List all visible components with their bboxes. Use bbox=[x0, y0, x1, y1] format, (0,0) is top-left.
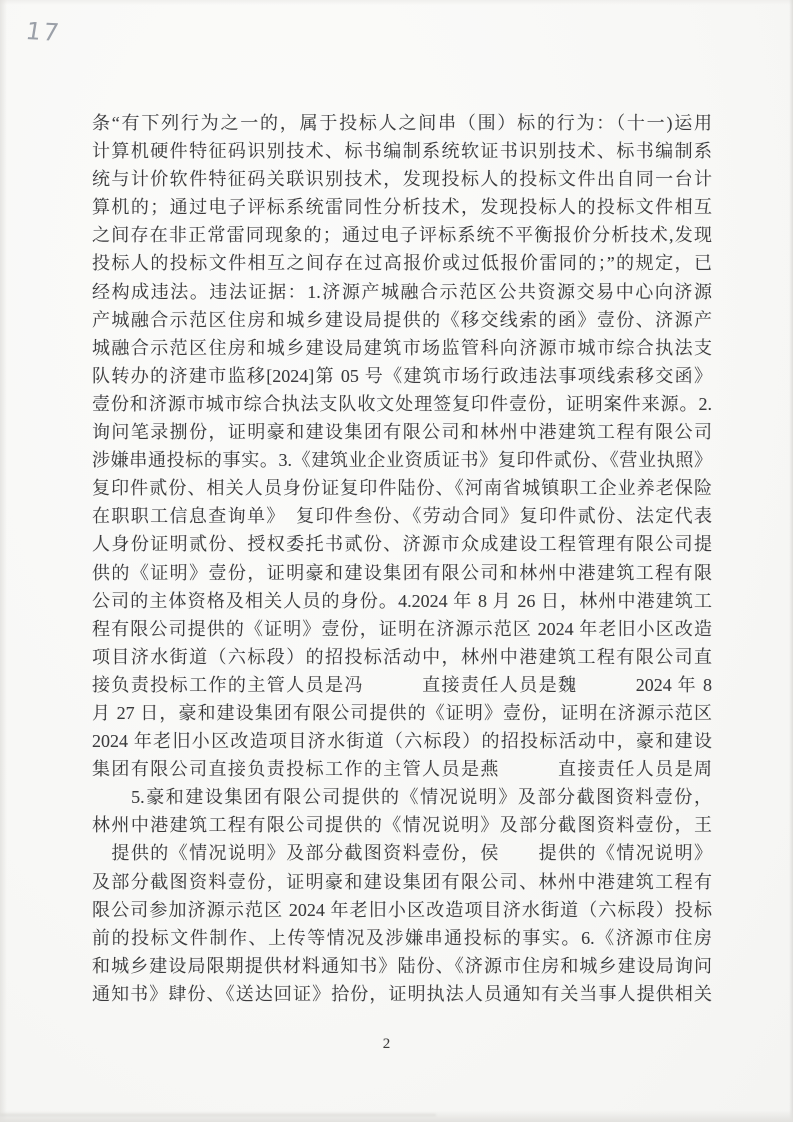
text-line: 前的投标文件制作、上传等情况及涉嫌串通投标的事实。6.《济源市住房 bbox=[92, 927, 712, 948]
text-line: 集团有限公司直接负责投标工作的主管人员是燕 直接责任人员是周 bbox=[92, 759, 712, 780]
text-line: 队转办的济建市监移[2024]第 05 号《建筑市场行政违法事项线索移交函》 bbox=[92, 365, 712, 386]
text-line: 投标人的投标文件相互之间存在过高报价或过低报价雷同的；”的规定，已 bbox=[92, 253, 712, 274]
text-line: 限公司参加济源示范区 2024 年老旧小区改造项目济水街道（六标段）投标 bbox=[92, 899, 712, 920]
text-line: 和城乡建设局限期提供材料通知书》陆份、《济源市住房和城乡建设局询问 bbox=[92, 955, 712, 976]
text-line: 经构成违法。违法证据：1.济源产城融合示范区公共资源交易中心向济源 bbox=[92, 281, 712, 302]
text-line: 供的《证明》壹份，证明豪和建设集团有限公司和林州中港建筑工程有限 bbox=[92, 562, 712, 583]
text-line: 人身份证明贰份、授权委托书贰份、济源市众成建设工程管理有限公司提 bbox=[92, 534, 712, 555]
text-line: 接负责投标工作的主管人员是冯 直接责任人员是魏 2024 年 8 bbox=[92, 674, 712, 695]
text-line: 及部分截图资料壹份，证明豪和建设集团有限公司、林州中港建筑工程有 bbox=[92, 871, 712, 892]
scan-edge-shadow-bottom bbox=[0, 1110, 793, 1122]
scan-edge-shadow-left bbox=[0, 0, 7, 1122]
text-line: 产城融合示范区住房和城乡建设局提供的《移交线索的函》壹份、济源产 bbox=[92, 309, 712, 330]
text-line: 询问笔录捌份，证明豪和建设集团有限公司和林州中港建筑工程有限公司 bbox=[92, 422, 712, 443]
text-line: 程有限公司提供的《证明》壹份，证明在济源示范区 2024 年老旧小区改造 bbox=[92, 618, 712, 639]
text-line: 项目济水街道（六标段）的招投标活动中，林州中港建筑工程有限公司直 bbox=[92, 646, 712, 667]
text-line: 之间存在非正常雷同现象的；通过电子评标系统不平衡报价分析技术,发现 bbox=[92, 225, 712, 246]
text-line: 公司的主体资格及相关人员的身份。4.2024 年 8 月 26 日，林州中港建筑工 bbox=[92, 590, 712, 611]
text-line: 涉嫌串通投标的事实。3.《建筑业企业资质证书》复印件贰份、《营业执照》 bbox=[92, 450, 712, 471]
text-line: 5.豪和建设集团有限公司提供的《情况说明》及部分截图资料壹份， bbox=[92, 787, 712, 808]
scan-edge-shadow-top bbox=[0, 0, 793, 5]
text-line: 提供的《情况说明》及部分截图资料壹份，侯 提供的《情况说明》 bbox=[92, 843, 712, 864]
page-number: 2 bbox=[382, 1036, 391, 1052]
text-line: 林州中港建筑工程有限公司提供的《情况说明》及部分截图资料壹份，王 bbox=[92, 815, 712, 836]
text-line: 计算机硬件特征码识别技术、标书编制系统软证书识别技术、标书编制系 bbox=[92, 141, 712, 162]
text-line: 统与计价软件特征码关联识别技术，发现投标人的投标文件出自同一台计 bbox=[92, 169, 712, 190]
text-line: 2024 年老旧小区改造项目济水街道（六标段）的招投标活动中，豪和建设 bbox=[92, 731, 712, 752]
text-line: 月 27 日，豪和建设集团有限公司提供的《证明》壹份，证明在济源示范区 bbox=[92, 702, 712, 723]
scan-edge-shadow-right bbox=[789, 0, 793, 1122]
text-line: 算机的；通过电子评标系统雷同性分析技术，发现投标人的投标文件相互 bbox=[92, 197, 712, 218]
text-line: 壹份和济源市城市综合执法支队收文处理签复印件壹份，证明案件来源。2. bbox=[92, 393, 712, 414]
handwritten-page-mark: 17 bbox=[23, 17, 63, 47]
text-line: 通知书》肆份、《送达回证》拾份，证明执法人员通知有关当事人提供相关 bbox=[92, 983, 712, 1004]
document-body-text bbox=[92, 109, 712, 1008]
text-line: 条“有下列行为之一的，属于投标人之间串（围）标的行为：（十一)运用 bbox=[92, 113, 712, 133]
text-line: 复印件贰份、相关人员身份证复印件陆份、《河南省城镇职工企业养老保险 bbox=[92, 478, 712, 499]
text-line: 在职职工信息查询单》 复印件叁份、《劳动合同》复印件贰份、法定代表 bbox=[92, 506, 712, 527]
text-line: 城融合示范区住房和城乡建设局建筑市场监管科向济源市城市综合执法支 bbox=[92, 337, 712, 358]
